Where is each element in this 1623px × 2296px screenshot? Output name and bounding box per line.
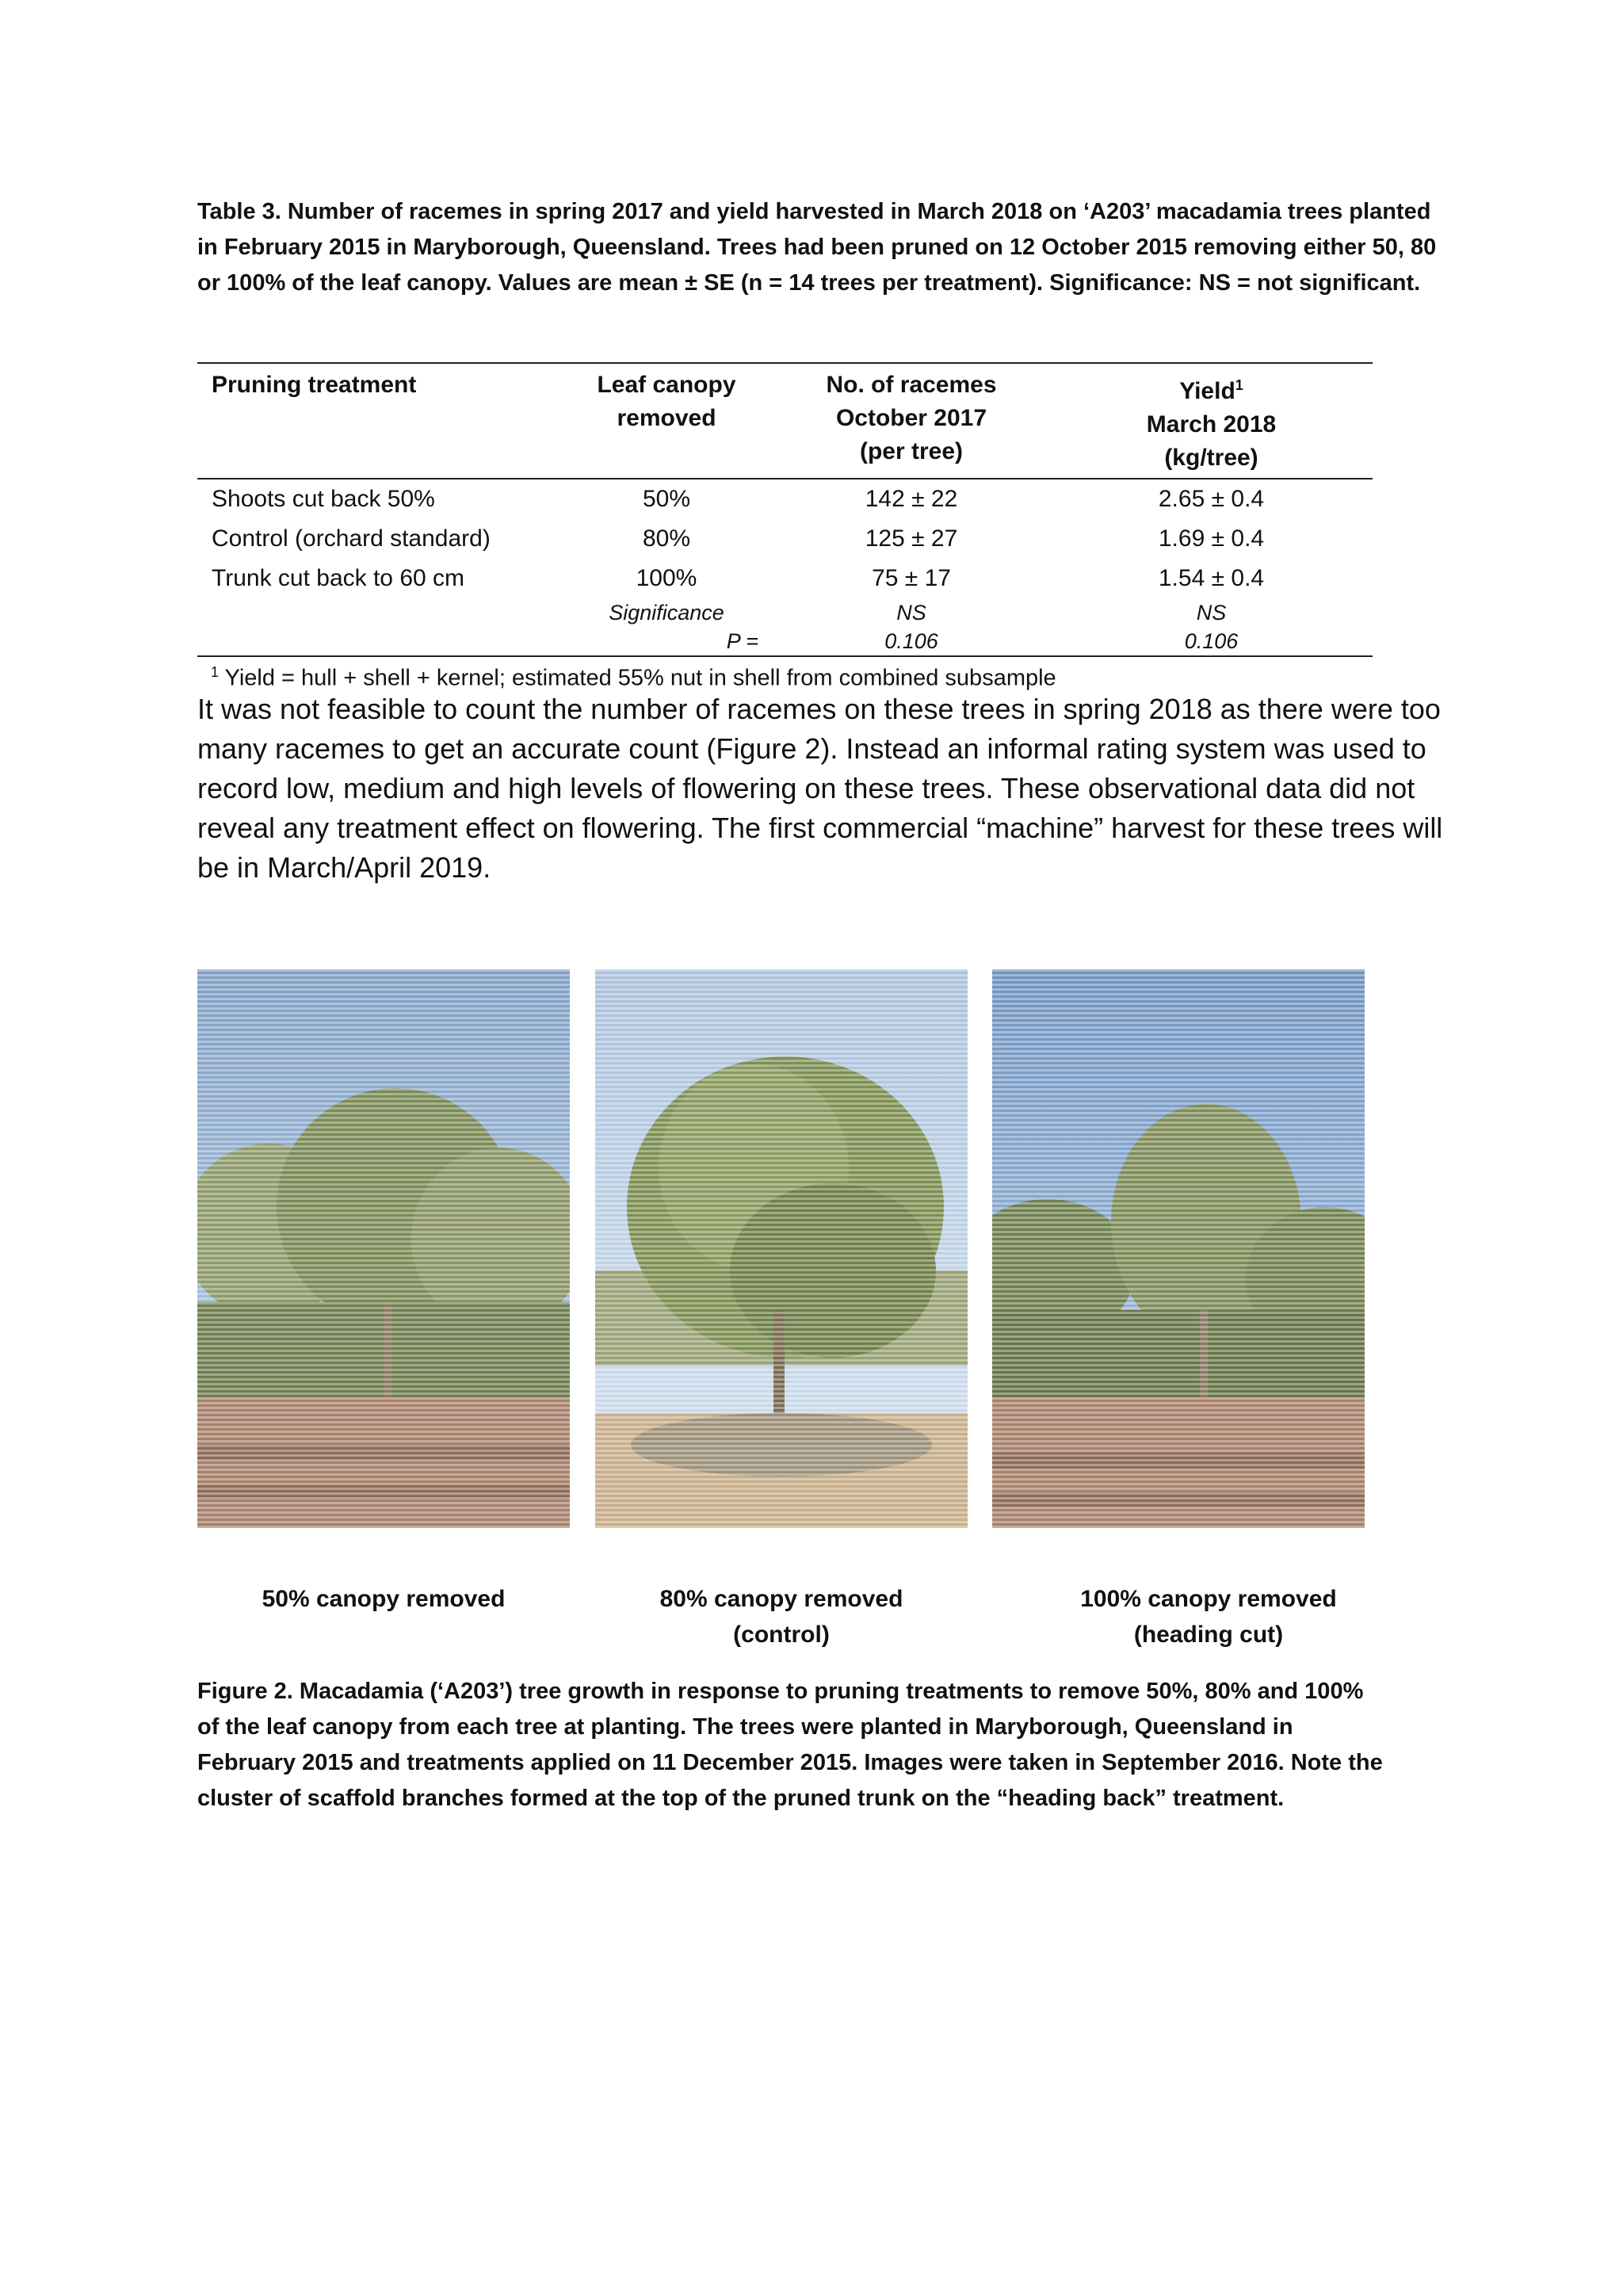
cell-canopy: 80%: [642, 525, 691, 552]
table-row: [197, 479, 1373, 519]
cell-racemes: 142 ± 22: [865, 486, 958, 512]
significance-label: Significance: [609, 601, 724, 625]
cell-treatment: Control (orchard standard): [212, 525, 491, 552]
significance-row: [197, 598, 1373, 627]
cell-canopy: 50%: [642, 486, 691, 512]
cell-treatment: Shoots cut back 50%: [212, 486, 435, 512]
p-value-row: [197, 627, 1373, 656]
photo-80-percent-tree: [595, 969, 968, 1528]
photo-label-100-line2: (heading cut): [1133, 1622, 1284, 1648]
header-yield-sup: 1: [1235, 377, 1243, 393]
cell-canopy: 100%: [636, 565, 697, 591]
header-leaf-canopy-line1: Leaf canopy: [597, 372, 736, 398]
header-racemes-line2: October 2017: [835, 405, 987, 431]
photo-label-50: [197, 1581, 570, 1617]
footnote-marker: 1: [211, 664, 220, 680]
header-leaf-canopy: [560, 363, 773, 479]
header-racemes-line3: (per tree): [859, 438, 964, 464]
table-row: [197, 519, 1373, 559]
header-yield-text: Yield: [1179, 378, 1235, 404]
figure-caption: Figure 2. Macadamia (‘A203’) tree growth in response to pruning treatments to remove 50%, 80% and 100% of the leaf canopy from each tree at planting. The trees were planted in Maryborough, Queensland in February 2015 and treatments applied on 11 December 2015. Images were taken in September 2016. Note the cluster of scaffold branches formed at the top of the pruned trunk on the “heading back” treatment.: [197, 1679, 1383, 1811]
table-header-row: [197, 363, 1373, 479]
significance-racemes: NS: [896, 601, 926, 625]
table-footnote: [211, 656, 1056, 694]
tree-photo-image: [595, 969, 968, 1528]
tree-photo-image: [992, 969, 1365, 1528]
photo-label-80-line2: (control): [733, 1622, 830, 1648]
header-racemes-line1: No. of racemes: [826, 372, 997, 398]
header-pruning-treatment: Pruning treatment: [197, 363, 560, 479]
header-yield-line2: March 2018: [1146, 411, 1277, 437]
p-value-label: P =: [726, 629, 758, 653]
body-paragraph: It was not feasible to count the number of racemes on these trees in spring 2018 as there were too many racemes to get an accurate count (Figure 2). Instead an informal rating system was used to record low, medium and high levels of flowering on these trees. These observational data did not reveal any treatment effect on flowering. The first commercial “machine” harvest for these trees will be in March/April 2019.: [197, 693, 1443, 884]
p-value-racemes: 0.106: [884, 629, 938, 653]
header-racemes: [773, 363, 1050, 479]
header-leaf-canopy-line2: removed: [617, 405, 716, 431]
header-yield-line1: [1050, 369, 1373, 408]
cell-yield: 1.69 ± 0.4: [1158, 525, 1265, 552]
photo-label-80-line1: 80% canopy removed: [659, 1586, 903, 1612]
header-yield: [1050, 363, 1373, 479]
significance-yield: NS: [1196, 601, 1227, 625]
footnote-text: Yield = hull + shell + kernel; estimated 55% nut in shell from combined subsample: [219, 665, 1056, 691]
cell-racemes: 75 ± 17: [872, 565, 951, 591]
photo-label-80: [595, 1581, 968, 1652]
tree-photo-image: [197, 969, 570, 1528]
photo-label-50-line1: 50% canopy removed: [262, 1586, 506, 1612]
cell-treatment: Trunk cut back to 60 cm: [212, 565, 465, 591]
p-value-yield: 0.106: [1184, 629, 1239, 653]
cell-yield: 1.54 ± 0.4: [1158, 565, 1265, 591]
table-row: [197, 559, 1373, 598]
photo-label-100-line1: 100% canopy removed: [1080, 1586, 1337, 1612]
cell-yield: 2.65 ± 0.4: [1158, 486, 1265, 512]
photo-label-100: [1010, 1581, 1407, 1652]
racemes-yield-table: [197, 362, 1373, 657]
cell-racemes: 125 ± 27: [865, 525, 958, 552]
header-yield-line3: (kg/tree): [1164, 445, 1258, 471]
photo-100-percent-tree: [992, 969, 1365, 1528]
table-caption: Table 3. Number of racemes in spring 2017 and yield harvested in March 2018 on ‘A203’ macadamia trees planted in February 2015 in Maryborough, Queensland. Trees had been pruned on 12 October 2015 removing either 50, 80 or 100% of the leaf canopy. Values are mean ± SE (n = 14 trees per treatment). Significance: NS = not significant.: [197, 199, 1437, 296]
photo-50-percent-tree: [197, 969, 570, 1528]
